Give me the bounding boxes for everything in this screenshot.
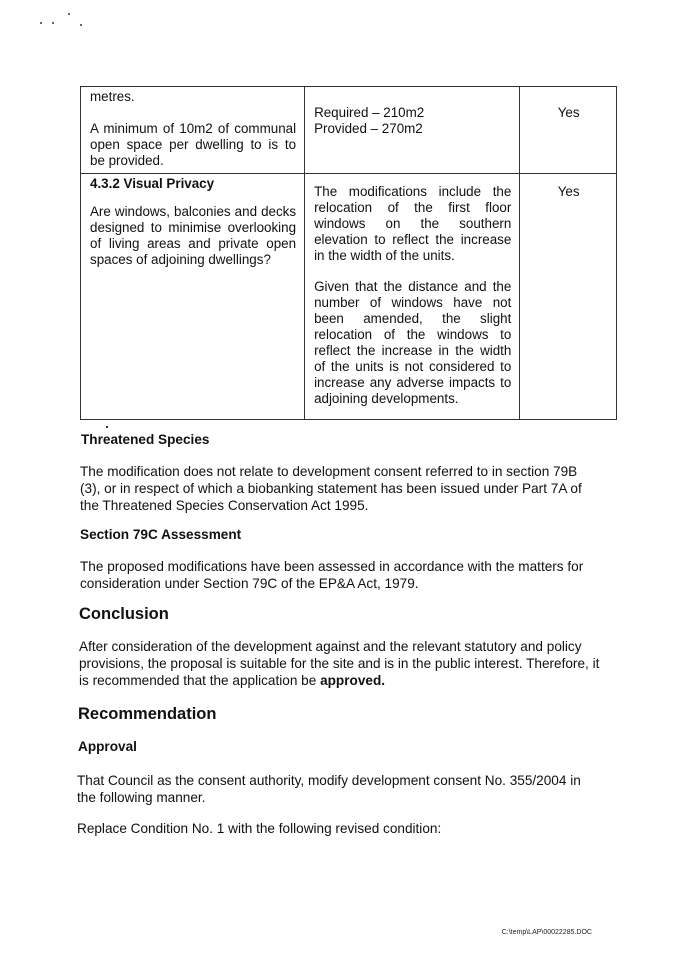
recommendation-text: That Council as the consent authority, modify development consent No. 355/2004 in the following manner. <box>77 773 581 805</box>
approval-heading: Approval <box>78 739 137 754</box>
section-79c-heading: Section 79C Assessment <box>80 527 242 542</box>
cell-text: A minimum of 10m2 of communal open space per dwelling to is to be provided. <box>90 121 297 168</box>
compliance-value: Yes <box>557 184 580 199</box>
cell-text: The modifications include the relocation of the first floor windows on the southern elevation to reflect the increase in the width of the units. <box>314 184 512 263</box>
table-cell-compliance <box>520 174 617 420</box>
cell-text: Required – 210m2 <box>314 105 425 120</box>
conclusion-text <box>79 638 601 689</box>
table-cell-requirement <box>81 87 305 174</box>
recommendation-heading: Recommendation <box>78 705 217 723</box>
table-cell-compliance <box>520 87 617 174</box>
cell-text: metres. <box>90 89 135 104</box>
cell-text: Provided – 270m2 <box>314 121 423 136</box>
scan-mark <box>106 426 108 428</box>
assessment-table <box>80 86 617 420</box>
section-79c-text: The proposed modifications have been assessed in accordance with the matters for consideration under Section 79C of the EP&A Act, 1979. <box>80 559 584 591</box>
replace-condition-text: Replace Condition No. 1 with the following revised condition: <box>77 821 442 836</box>
scan-marks <box>40 10 90 35</box>
cell-text: Are windows, balconies and decks designed to minimise overlooking of living areas and private open spaces of adjoining dwellings? <box>90 204 297 267</box>
conclusion-decision: approved. <box>320 673 386 688</box>
cell-text: Given that the distance and the number of windows have not been amended, the slight relocation of the windows to reflect the increase in the width of the units is not considered to increase any adverse impacts to adjoining developments. <box>314 279 512 406</box>
threatened-species-heading: Threatened Species <box>81 432 210 447</box>
conclusion-heading: Conclusion <box>79 605 169 623</box>
table-row <box>81 87 617 174</box>
clause-heading: 4.3.2 Visual Privacy <box>90 176 215 191</box>
table-cell-assessment <box>305 174 520 420</box>
conclusion-body: After consideration of the development against and the relevant statutory and policy provisions, the proposal is suitable for the site and is in the public interest. Therefore, it is recommended that the application be <box>79 639 600 688</box>
table-row <box>81 174 617 420</box>
threatened-species-text: The modification does not relate to development consent referred to in section 79B (3), or in respect of which a biobanking statement has been issued under Part 7A of the Threatened Species Conservation Act 1995. <box>80 464 582 513</box>
table-cell-assessment <box>305 87 520 174</box>
table-cell-requirement <box>81 174 305 420</box>
compliance-value: Yes <box>557 105 580 120</box>
document-path-footer: C:\temp\LAP\00022285.DOC <box>501 929 592 936</box>
